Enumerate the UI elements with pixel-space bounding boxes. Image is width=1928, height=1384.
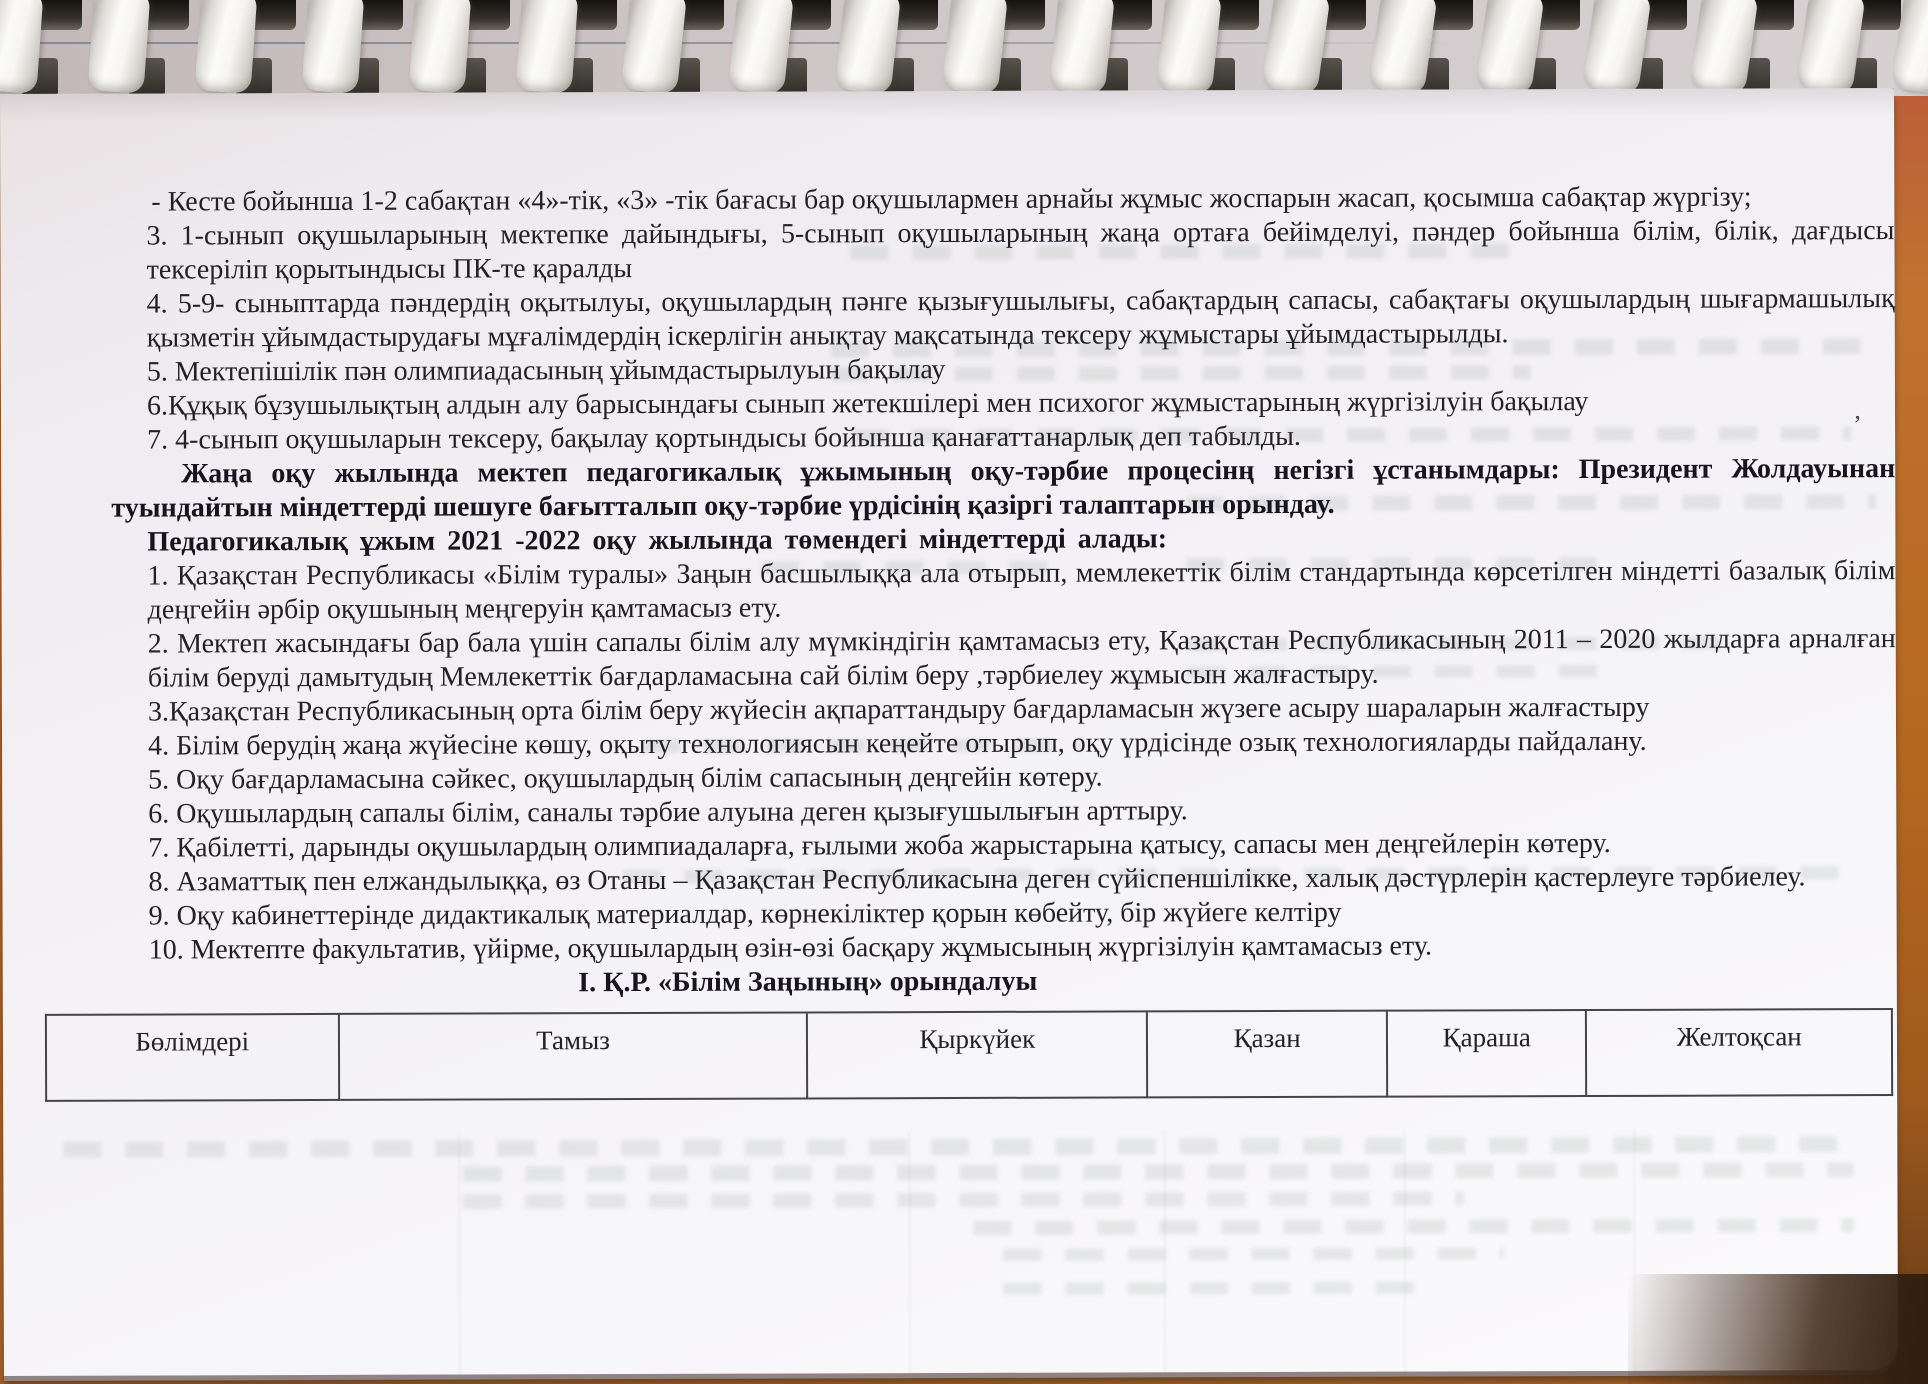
doc-paragraph: 3. 1-сынып оқушыларының мектепке дайындығы, 5-сынып оқушыларының жаңа ортаға бейімделуі, пәндер бойынша білім, білік, дағдысы тексеріліп қорытындысы ПК-те қаралды: [146, 215, 1895, 286]
task-item: 10. Мектепте факультатив, үйірме, оқушылардың өзін-өзі басқару жұмысының жүргізілуін қамтамасыз ету.: [148, 930, 1433, 966]
task-item: 9. Оқу кабинеттерінде дидактикалық материалдар, көрнекіліктер қорын көбейту, бір жүйеге келтіру: [148, 896, 1342, 932]
desk-shadow-corner: [1628, 1274, 1928, 1384]
binding-ring: [516, 0, 579, 94]
bleed-through-ghost: [1004, 1247, 1504, 1261]
plan-table: [45, 1008, 1893, 1102]
binding-ring: [835, 0, 901, 95]
binding-ring: [0, 0, 43, 94]
section-heading: І. Қ.Р. «Білім Заңының» орындалуы: [578, 965, 1038, 999]
task-item: 8. Азаматтық пен елжандылыққа, өз Отаны – Қазақстан Республикасына деген сүйіспеншілікке, халық дәстүрлерін қастерлеуге тәрбиелеу.: [148, 861, 1806, 898]
task-item: 1. Қазақстан Республикасы «Білім туралы» Заңын басшылыққа ала отырып, мемлекеттік білім стандартында көрсетілген міндетті базалық білім деңгейін әрбір оқушының меңгеруін қамтамасыз ету.: [147, 555, 1896, 626]
task-item: 5. Оқу бағдарламасына сәйкес, оқушылардың білім сапасының деңгейін көтеру.: [148, 761, 1103, 796]
principles-paragraph: Жаңа оқу жылында мектеп педагогикалық ұжымының оқу-тәрбие процесінң негізгі ұстанымдары: Президент Жолдауынан туындайтын міндеттерді шешуге бағытталып оқу-тәрбие үрдісінің қазіргі талаптарын орындау.: [111, 453, 1896, 524]
binding-ring: [942, 0, 1008, 95]
column-header-august: Тамыз: [338, 1012, 807, 1099]
bleed-through-ghost: [63, 1136, 1843, 1158]
table-header-row: [46, 1009, 1892, 1101]
doc-paragraph: - Кесте бойынша 1-2 сабақтан «4»-тік, «3» -тік бағасы бар оқушылармен арнайы жұмыс жоспарын жасап, қосымша сабақтар жүргізу;: [151, 181, 1752, 218]
binding-ring: [409, 0, 472, 94]
binding-ring: [1156, 0, 1222, 95]
doc-paragraph: 5. Мектепішілік пән олимпиадасының ұйымдастырылуын бақылау: [146, 354, 946, 388]
task-item: 4. Білім берудің жаңа жүйесіне көшу, оқыту технологиясын кеңейте отырып, оқу үрдісінде озық технологияларды пайдалану.: [148, 725, 1647, 762]
binding-ring: [1049, 0, 1115, 95]
column-header-november: Қараша: [1387, 1010, 1587, 1097]
tasks-heading: Педагогикалық ұжым 2021 -2022 оқу жылында төмендегі міндеттерді алады:: [147, 523, 1168, 558]
column-header-september: Қыркүйек: [807, 1011, 1147, 1098]
binding-ring: [302, 0, 365, 94]
doc-paragraph: 4. 5-9- сыныптарда пәндердің оқытылуы, оқушылардың пәнге қызығушылығы, сабақтардың сапасы, сабақтағы оқушылардың шығармашылық қызметін ұйымдастырудағы мұғалімдердің іскерлігін анықтау мақсатында тексеру жұмыстары ұйымдастырылды.: [146, 283, 1895, 354]
comb-binding-strip: [0, 0, 1928, 96]
document-page: [0, 88, 1898, 1376]
binding-ring: [621, 0, 687, 95]
task-item: 6. Оқушылардың сапалы білім, саналы тәрбие алуына деген қызығушылығын арттыру.: [148, 795, 1188, 830]
column-header-sections: Бөлімдері: [46, 1014, 339, 1101]
task-item: 2. Мектеп жасындағы бар бала үшін сапалы білім алу мүмкіндігін қамтамасыз ету, Қазақстан Республикасының 2011 – 2020 жылдарға арналған білім беруді дамытудың Мемлекеттік бағдарламасына сай білім беру ,тәрбиелеу жұмысын жалғастыру.: [147, 623, 1896, 694]
binding-ring: [195, 0, 258, 94]
document-text: [111, 180, 1897, 1101]
bleed-through-ghost: [974, 1218, 1854, 1235]
bleed-through-ghost: [1004, 1282, 1424, 1295]
doc-paragraph: 6.Құқық бұзушылықтың алдын алу барысындағы сынып жетекшілері мен психогог жұмыстарының жүргізілуін бақылау: [146, 386, 1589, 422]
task-item: 7. Қабілетті, дарынды оқушылардың олимпиадаларға, ғылыми жоба жарыстарына қатысу, сапасы мен деңгейлерін көтеру.: [148, 827, 1611, 864]
task-item: 3.Қазақстан Республикасының орта білім беру жүйесін ақпараттандыру бағдарламасын жүзеге асыру шараларын жалғастыру: [147, 691, 1650, 728]
column-header-december: Желтоқсан: [1586, 1009, 1892, 1096]
binding-ring: [728, 0, 794, 95]
bleed-through-ghost: [458, 1133, 461, 1384]
binding-ring: [88, 0, 151, 94]
bleed-through-ghost: [463, 1191, 1463, 1208]
doc-paragraph: 7. 4-сынып оқушыларын тексеру, бақылау қортындысы бойынша қанағаттанарлық деп табылды.: [147, 420, 1301, 456]
bleed-through-ghost: [463, 1162, 1853, 1181]
column-header-october: Қазан: [1147, 1011, 1387, 1098]
stray-mark: ’: [1853, 410, 1862, 440]
